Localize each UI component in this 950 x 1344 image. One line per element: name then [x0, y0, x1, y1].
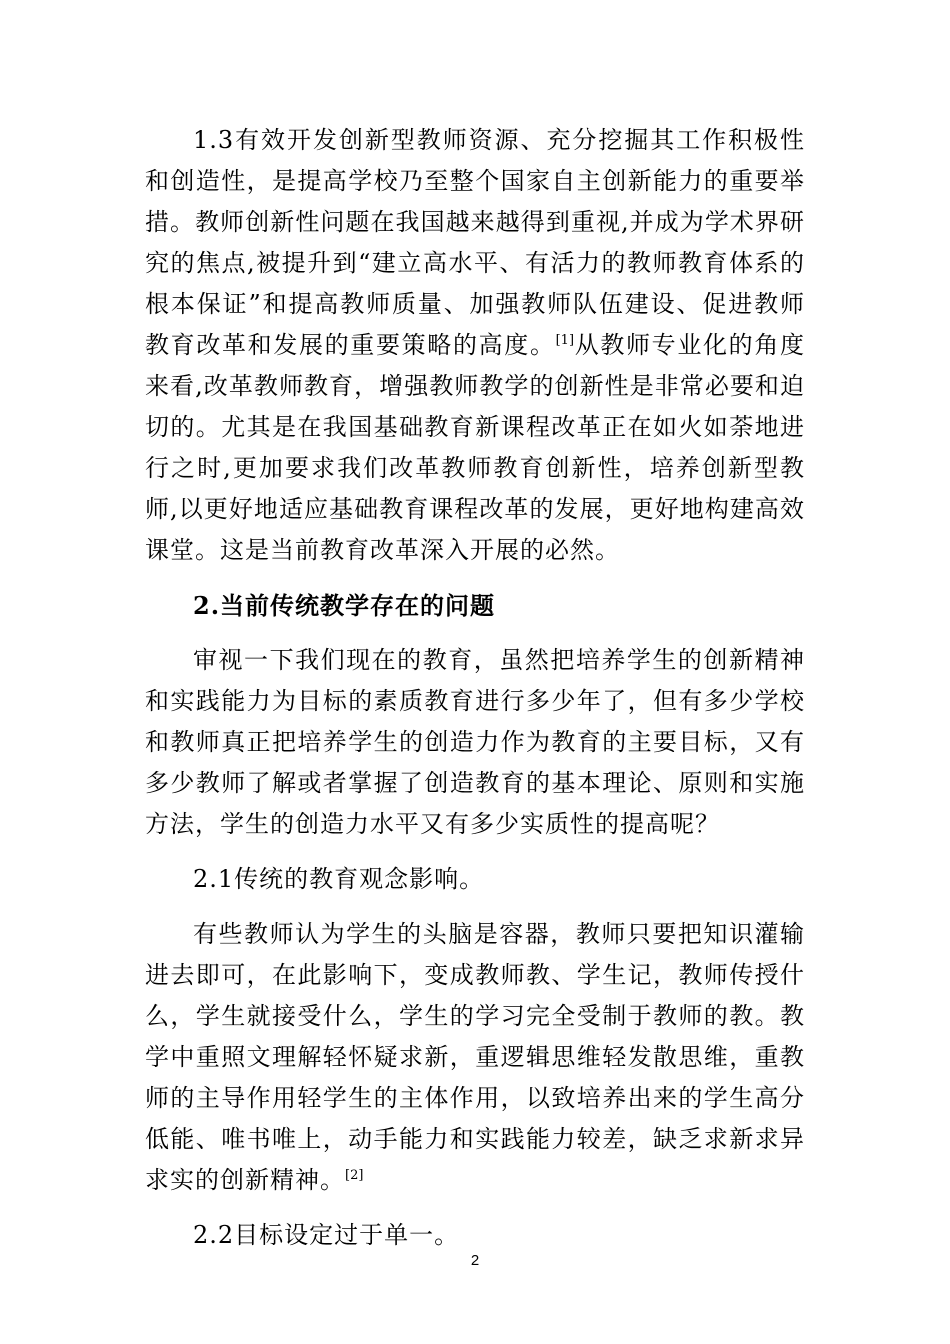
- paragraph-text: 有些教师认为学生的头脑是容器，教师只要把知识灌输进去即可，在此影响下，变成教师教、学生记，教师传授什么，学生就接受什么，学生的学习完全受制于教师的教。教学中重照文理解轻怀疑求新，重逻辑思维轻发散思维，重教师的主导作用轻学生的主体作用，以致培养出来的学生高分低能、唯书唯上，动手能力和实践能力较差，缺乏求新求异求实的创新精神。: [145, 920, 805, 1194]
- page-number: 2: [470, 1252, 480, 1269]
- section-heading-2: 2.当前传统教学存在的问题: [193, 591, 496, 620]
- subheading-2-2: 2.2目标设定过于单一。: [193, 1221, 460, 1249]
- paragraph-1-3: [145, 120, 805, 571]
- paragraph-2-1: [145, 914, 805, 1201]
- paragraph-text: 1.3有效开发创新型教师资源、充分挖掘其工作积极性和创造性，是提高学校乃至整个国家自主创新能力的重要举措。教师创新性问题在我国越来越得到重视,并成为学术界研究的焦点,被提升到“建立高水平、有活力的教师教育体系的根本保证”和提高教师质量、加强教师队伍建设、促进教师教育改革和发展的重要策略的高度。: [145, 126, 805, 359]
- citation-1: [1]: [555, 333, 575, 348]
- subheading-2-1: 2.1传统的教育观念影响。: [193, 865, 485, 893]
- citation-2: [2]: [345, 1168, 364, 1183]
- paragraph-text: 从教师专业化的角度来看,改革教师教育，增强教师教学的创新性是非常必要和迫切的。尤其是在我国基础教育新课程改革正在如火如荼地进行之时,更加要求我们改革教师教育创新性，培养创新型教师,以更好地适应基础教育课程改革的发展，更好地构建高效课堂。这是当前教育改革深入开展的必然。: [145, 331, 805, 564]
- paragraph-2-intro: 审视一下我们现在的教育，虽然把培养学生的创新精神和实践能力为目标的素质教育进行多少年了，但有多少学校和教师真正把培养学生的创造力作为教育的主要目标，又有多少教师了解或者掌握了创造教育的基本理论、原则和实施方法，学生的创造力水平又有多少实质性的提高呢？: [145, 646, 805, 838]
- document-body: [145, 120, 805, 1256]
